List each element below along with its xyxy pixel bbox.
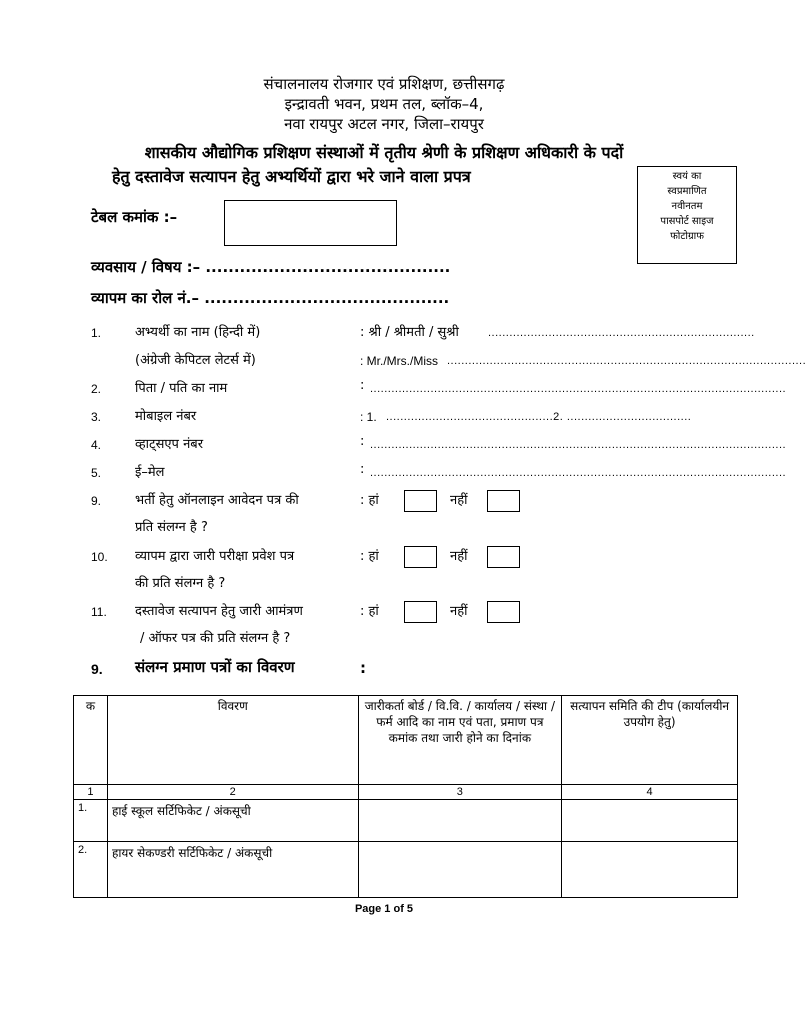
table-header-row bbox=[74, 696, 738, 785]
office-address-line1: इन्द्रावती भवन, प्रथम तल, ब्लॉक–4, bbox=[284, 95, 484, 113]
online-application-no-checkbox[interactable] bbox=[487, 490, 520, 512]
admit-card-yes-checkbox[interactable] bbox=[404, 546, 437, 568]
table-row bbox=[74, 842, 738, 898]
email-field[interactable]: ..................................................................................................................... bbox=[370, 467, 787, 479]
no-label: नहीं bbox=[450, 549, 468, 564]
field-number: 4. bbox=[91, 438, 102, 452]
online-application-question-line2: प्रति संलग्न है ? bbox=[135, 520, 208, 535]
section-colon: : bbox=[360, 659, 366, 677]
photo-box-text-2: स्वप्रमाणित bbox=[667, 186, 707, 197]
photo-box-text-5: फोटोग्राफ bbox=[670, 231, 704, 242]
col-header-sno: क bbox=[74, 696, 108, 785]
admit-card-question: व्यापम द्वारा जारी परीक्षा प्रवेश पत्र bbox=[135, 549, 295, 564]
check-number: 11. bbox=[91, 605, 107, 619]
photo-box-text-3: नवीनतम bbox=[671, 201, 703, 212]
field-prefix: : bbox=[360, 434, 365, 449]
check-number: 10. bbox=[91, 550, 108, 564]
mobile-number-label: मोबाइल नंबर bbox=[135, 409, 197, 424]
office-name: संचालनालय रोजगार एवं प्रशिक्षण, छत्तीसगढ़ bbox=[263, 75, 505, 93]
online-application-question: भर्ती हेतु ऑनलाइन आवेदन पत्र की bbox=[135, 493, 299, 508]
photo-box-text-1: स्वयं का bbox=[672, 171, 702, 182]
table-row bbox=[74, 800, 738, 842]
mobile-number-field[interactable]: ...............................................2. ................................... bbox=[386, 411, 692, 423]
table-number-label: टेबल कमांक :– bbox=[91, 208, 178, 226]
col-index: 1 bbox=[74, 785, 108, 800]
col-index: 3 bbox=[358, 785, 562, 800]
row-description: हायर सेकण्डरी सर्टिफिकेट / अंकसूची bbox=[107, 842, 358, 898]
form-title-line2: हेतु दस्तावेज सत्यापन हेतु अभ्यर्थियों द्वारा भरे जाने वाला प्रपत्र bbox=[112, 167, 471, 186]
section-title: संलग्न प्रमाण पत्रों का विवरण bbox=[135, 658, 295, 676]
candidate-name-english-field[interactable]: ..................................................................................................... bbox=[447, 355, 806, 367]
row-remark-cell[interactable] bbox=[562, 842, 738, 898]
field-number: 5. bbox=[91, 466, 102, 480]
col-header-description: विवरण bbox=[107, 696, 358, 785]
offer-letter-question-line2: / ऑफर पत्र की प्रति संलग्न है ? bbox=[140, 631, 291, 646]
yes-label: : हां bbox=[360, 604, 379, 619]
check-number: 9. bbox=[91, 494, 102, 508]
candidate-name-english-label: (अंग्रेजी केपिटल लेटर्स में) bbox=[135, 353, 256, 368]
field-number: 1. bbox=[91, 326, 102, 340]
field-prefix: : 1. bbox=[360, 410, 377, 424]
admit-card-question-line2: की प्रति संलग्न है ? bbox=[135, 576, 226, 591]
page-number: Page 1 of 5 bbox=[354, 903, 414, 915]
offer-letter-question: दस्तावेज सत्यापन हेतु जारी आमंत्रण bbox=[135, 604, 303, 619]
email-label: ई–मेल bbox=[135, 465, 165, 480]
yes-label: : हां bbox=[360, 493, 379, 508]
trade-label: व्यवसाय / विषय :– ........................................... bbox=[91, 258, 451, 276]
offer-letter-yes-checkbox[interactable] bbox=[404, 601, 437, 623]
field-prefix: : bbox=[360, 378, 365, 393]
column-index-row bbox=[74, 785, 738, 800]
row-issuer-cell[interactable] bbox=[358, 800, 562, 842]
field-number: 3. bbox=[91, 410, 102, 424]
candidate-name-hindi-field[interactable]: ........................................................................... bbox=[488, 327, 755, 339]
yes-label: : हां bbox=[360, 549, 379, 564]
row-remark-cell[interactable] bbox=[562, 800, 738, 842]
no-label: नहीं bbox=[450, 604, 468, 619]
field-prefix: : श्री / श्रीमती / सुश्री bbox=[360, 325, 459, 340]
field-number: 2. bbox=[91, 382, 102, 396]
offer-letter-no-checkbox[interactable] bbox=[487, 601, 520, 623]
col-header-issuer: जारीकर्ता बोर्ड / वि.वि. / कार्यालय / संस्था / फर्म आदि का नाम एवं पता, प्रमाण पत्र कमांक तथा जारी होने का दिनांक bbox=[358, 696, 562, 785]
col-index: 2 bbox=[107, 785, 358, 800]
father-husband-name-field[interactable]: ..................................................................................................................... bbox=[370, 383, 787, 395]
row-sno: 1. bbox=[74, 800, 108, 842]
table-number-field[interactable] bbox=[224, 200, 397, 246]
row-description: हाई स्कूल सर्टिफिकेट / अंकसूची bbox=[107, 800, 358, 842]
no-label: नहीं bbox=[450, 493, 468, 508]
col-index: 4 bbox=[562, 785, 738, 800]
photo-box bbox=[637, 166, 737, 264]
candidate-name-hindi-label: अभ्यर्थी का नाम (हिन्दी में) bbox=[135, 325, 261, 340]
whatsapp-number-field[interactable]: ..................................................................................................................... bbox=[370, 439, 787, 451]
row-sno: 2. bbox=[74, 842, 108, 898]
field-prefix: : Mr./Mrs./Miss bbox=[360, 354, 438, 368]
section-number: 9. bbox=[91, 661, 103, 677]
documents-table bbox=[73, 695, 738, 898]
admit-card-no-checkbox[interactable] bbox=[487, 546, 520, 568]
photo-box-text-4: पासपोर्ट साइज bbox=[660, 216, 714, 227]
whatsapp-number-label: व्हाट्सएप नंबर bbox=[135, 437, 204, 452]
office-address-line2: नवा रायपुर अटल नगर, जिला–रायपुर bbox=[284, 115, 484, 133]
online-application-yes-checkbox[interactable] bbox=[404, 490, 437, 512]
father-husband-name-label: पिता / पति का नाम bbox=[135, 381, 228, 396]
col-header-remarks: सत्यापन समिति की टीप (कार्यालयीन उपयोग हेतु) bbox=[562, 696, 738, 785]
roll-number-label: व्यापम का रोल नं.– ........................................... bbox=[91, 289, 450, 307]
row-issuer-cell[interactable] bbox=[358, 842, 562, 898]
form-title-line1: शासकीय औद्योगिक प्रशिक्षण संस्थाओं में तृतीय श्रेणी के प्रशिक्षण अधिकारी के पदों bbox=[144, 143, 624, 162]
field-prefix: : bbox=[360, 462, 365, 477]
